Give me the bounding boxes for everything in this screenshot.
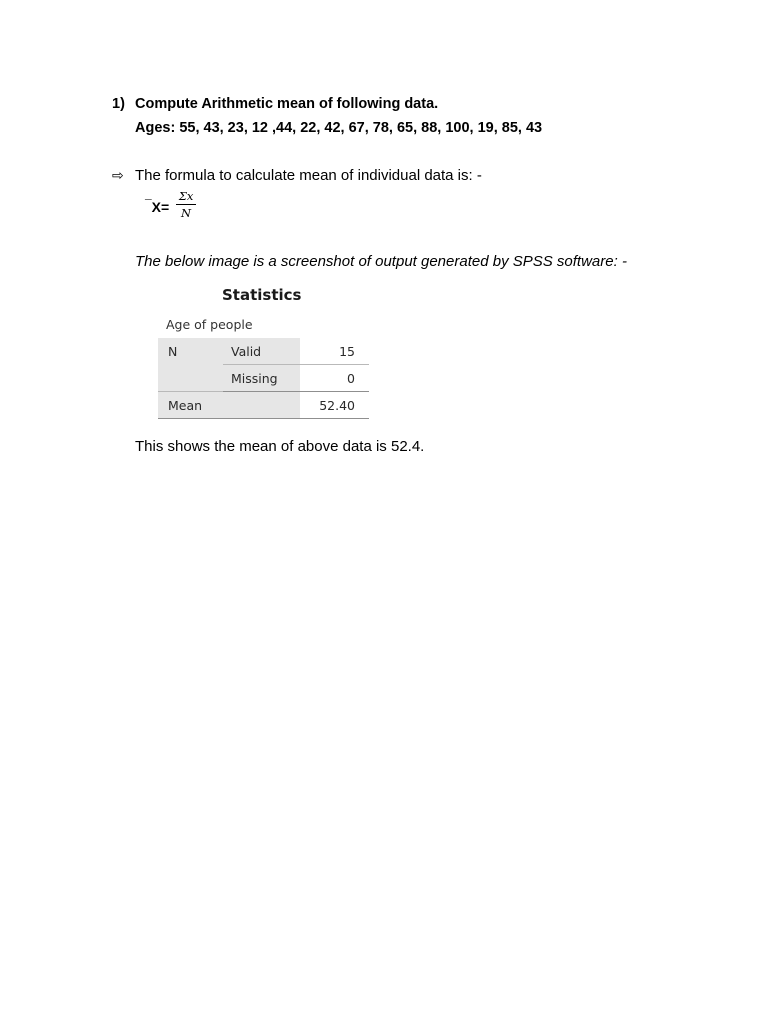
- row-label: Missing: [223, 365, 300, 392]
- row-value: 52.40: [300, 392, 369, 419]
- row-group: N: [158, 338, 223, 365]
- spss-note: The below image is a screenshot of output generated by SPSS software: -: [135, 253, 627, 270]
- row-value: 0: [300, 365, 369, 392]
- row-group: [158, 365, 223, 392]
- row-label: Valid: [223, 338, 300, 365]
- formula-bar: ¯: [145, 197, 152, 211]
- fraction-line: [176, 204, 196, 205]
- table-row: [158, 392, 369, 419]
- conclusion-text: This shows the mean of above data is 52.4.: [135, 438, 425, 455]
- row-group: Mean: [158, 392, 223, 419]
- row-value: 15: [300, 338, 369, 365]
- formula-denominator: N: [180, 206, 192, 220]
- formula-lhs-text: X=: [151, 199, 170, 215]
- row-label: [223, 392, 300, 419]
- spss-statistics-table: [158, 338, 369, 419]
- table-row: [158, 338, 369, 365]
- formula-intro: The formula to calculate mean of individual data is: -: [135, 167, 482, 184]
- formula-fraction: [176, 189, 196, 220]
- spss-title: Statistics: [222, 286, 302, 304]
- spss-output-image: [158, 282, 378, 422]
- formula-lhs: [145, 199, 169, 215]
- formula-numerator: Σx: [178, 189, 194, 203]
- spss-variable-label: Age of people: [166, 317, 253, 332]
- question-number: 1): [112, 96, 125, 112]
- table-row: [158, 365, 369, 392]
- question-data: Ages: 55, 43, 23, 12 ,44, 22, 42, 67, 78, 65, 88, 100, 19, 85, 43: [135, 120, 543, 136]
- question-title: Compute Arithmetic mean of following data.: [135, 96, 439, 112]
- arrow-bullet-icon: ⇨: [112, 167, 124, 183]
